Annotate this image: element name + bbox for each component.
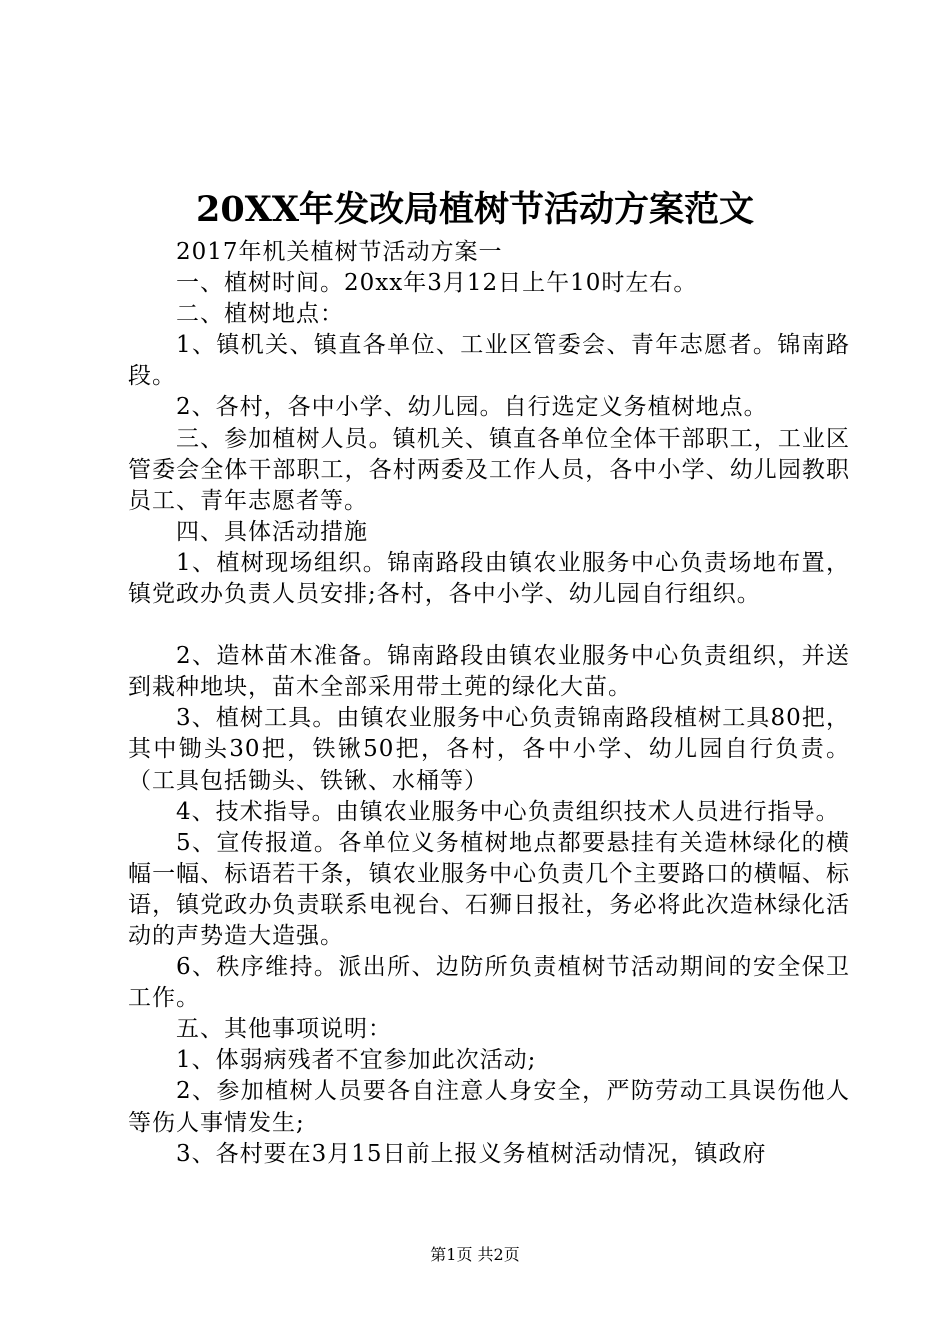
paragraph: 5、宣传报道。各单位义务植树地点都要悬挂有关造林绿化的横幅一幅、标语若干条，镇农业服务中心负责几个主要路口的横幅、标语，镇党政办负责联系电视台、石狮日报社，务必将此次造林绿化活动的声势造大造强。 xyxy=(128,829,850,949)
paragraph: 3、各村要在3月15日前上报义务植树活动情况，镇政府 xyxy=(176,1140,767,1167)
paragraph: 一、植树时间。20xx年3月12日上午10时左右。 xyxy=(176,270,698,297)
paragraph: 2、各村，各中小学、幼儿园。自行选定义务植树地点。 xyxy=(176,394,768,421)
paragraph: 四、具体活动措施 xyxy=(176,518,368,545)
paragraph: 6、秩序维持。派出所、边防所负责植树节活动期间的安全保卫工作。 xyxy=(128,954,850,1012)
paragraph: 二、植树地点： xyxy=(176,301,344,328)
paragraph: 1、植树现场组织。锦南路段由镇农业服务中心负责场地布置，镇党政办负责人员安排;各村，各中小学、幼儿园自行组织。 xyxy=(128,549,850,608)
page-number: 第1页 共2页 xyxy=(430,1245,520,1264)
paragraph: 2017年机关植树节活动方案一 xyxy=(176,239,503,265)
paragraph: 1、体弱病残者不宜参加此次活动; xyxy=(176,1047,537,1074)
paragraph: 五、其他事项说明： xyxy=(176,1016,392,1043)
paragraph: 4、技术指导。由镇农业服务中心负责组织技术人员进行指导。 xyxy=(176,798,840,825)
paragraph: 三、参加植树人员。镇机关、镇直各单位全体干部职工，工业区管委会全体干部职工，各村两委及工作人员，各中小学、幼儿园教职员工、青年志愿者等。 xyxy=(128,425,850,514)
paragraph: 2、造林苗木准备。锦南路段由镇农业服务中心负责组织，并送到栽种地块，苗木全部采用带土蔸的绿化大苗。 xyxy=(128,643,850,701)
paragraph: 2、参加植树人员要各自注意人身安全，严防劳动工具误伤他人等伤人事情发生; xyxy=(128,1078,850,1136)
paragraph: 1、镇机关、镇直各单位、工业区管委会、青年志愿者。锦南路段。 xyxy=(128,332,850,390)
document-body xyxy=(128,237,850,1170)
paragraph: 3、植树工具。由镇农业服务中心负责锦南路段植树工具80把，其中锄头30把，铁锹50把，各村，各中小学、幼儿园自行负责。（工具包括锄头、铁锹、水桶等） xyxy=(128,705,850,794)
document-title: 20XX年发改局植树节活动方案范文 xyxy=(195,189,755,230)
